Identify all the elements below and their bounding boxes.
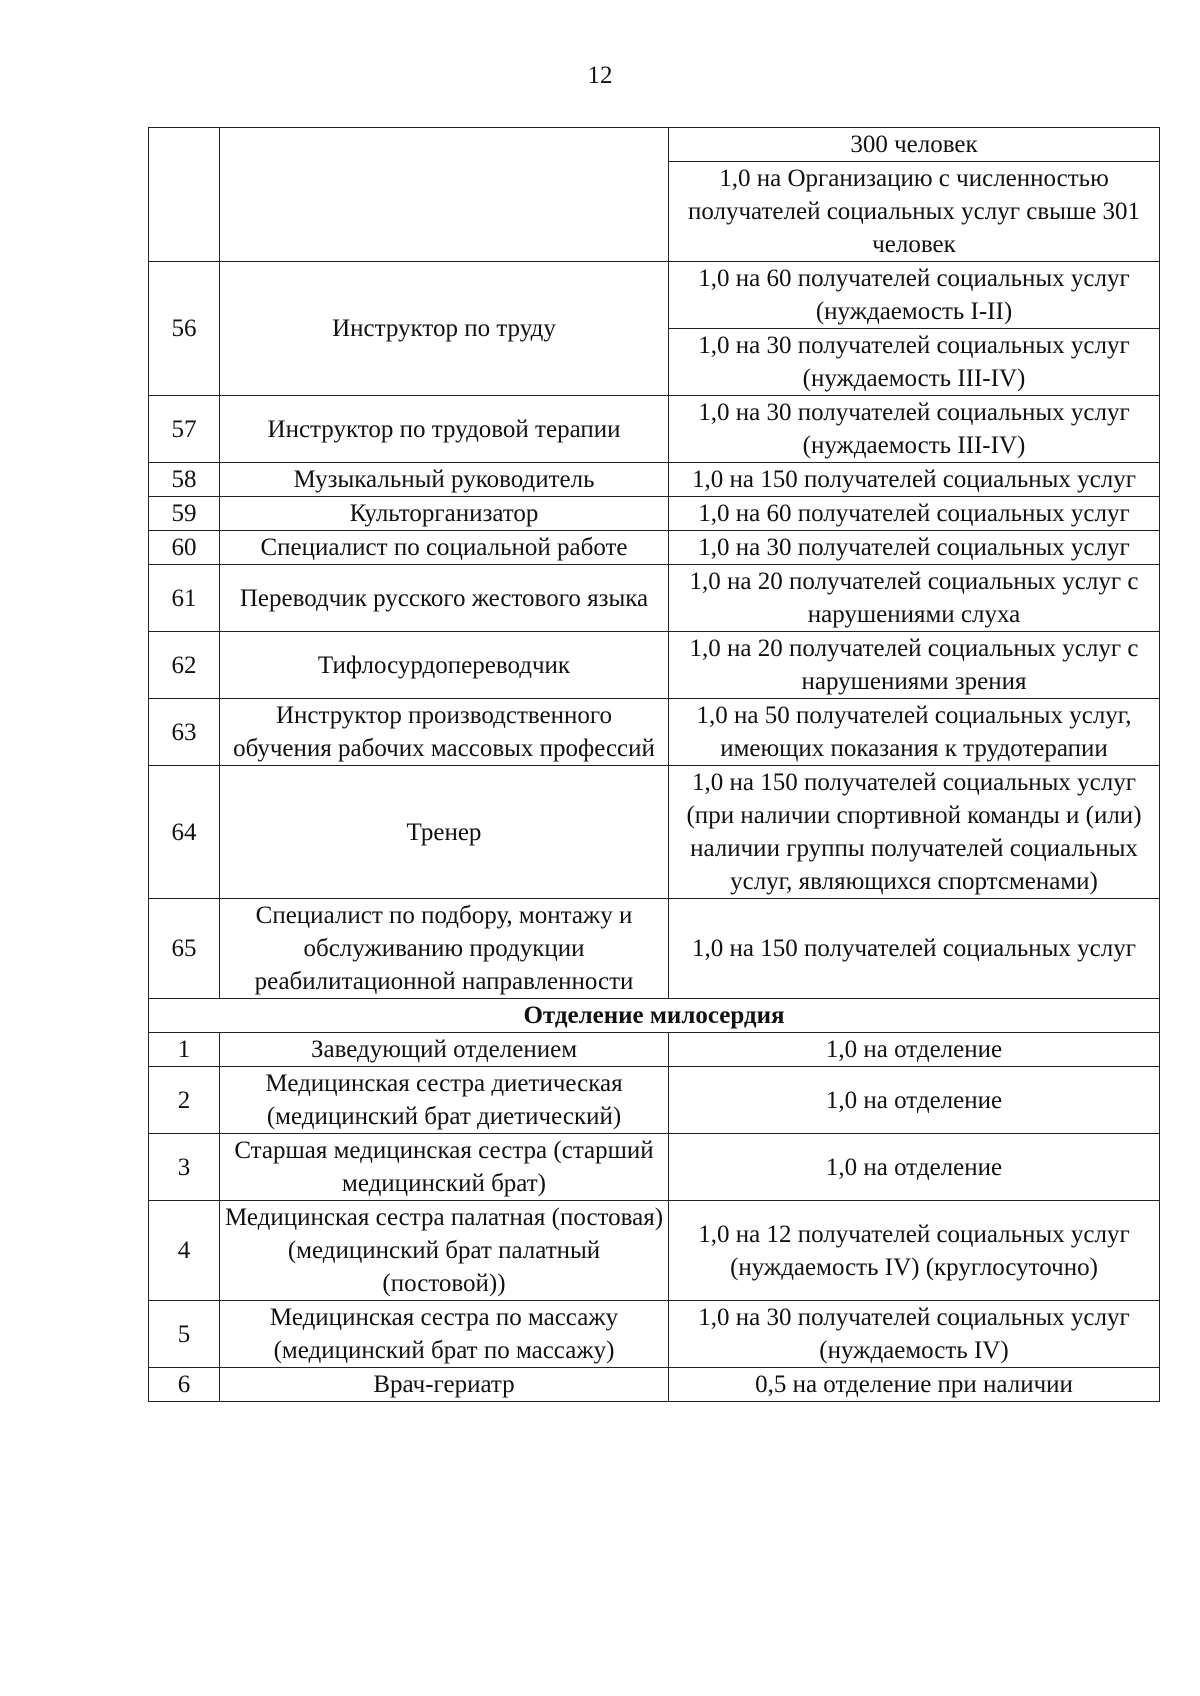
table-row <box>149 128 1160 162</box>
staffing-norm: 1,0 на 150 получателей социальных услуг <box>669 463 1160 497</box>
position-name: Заведующий отделением <box>220 1033 669 1067</box>
row-number <box>149 128 220 262</box>
staffing-norm: 1,0 на 30 получателей социальных услуг (нуждаемость IV) <box>669 1301 1160 1368</box>
position-name: Переводчик русского жестового языка <box>220 565 669 632</box>
staffing-norm: 1,0 на 60 получателей социальных услуг (нуждаемость I-II) <box>669 262 1160 329</box>
staffing-norm: 1,0 на 150 получателей социальных услуг (при наличии спортивной команды и (или) наличии группы получателей социальных услуг, являющихся спортсменами) <box>669 766 1160 899</box>
table-row <box>149 531 1160 565</box>
table-row <box>149 262 1160 329</box>
staffing-norm: 1,0 на 20 получателей социальных услуг с нарушениями слуха <box>669 565 1160 632</box>
position-name: Инструктор по труду <box>220 262 669 396</box>
section-heading: Отделение милосердия <box>149 999 1160 1033</box>
staffing-norm: 1,0 на отделение <box>669 1067 1160 1134</box>
position-name: Медицинская сестра диетическая (медицинский брат диетический) <box>220 1067 669 1134</box>
position-name: Культорганизатор <box>220 497 669 531</box>
row-number: 61 <box>149 565 220 632</box>
table-row <box>149 1301 1160 1368</box>
row-number: 3 <box>149 1134 220 1201</box>
table-row <box>149 1201 1160 1301</box>
staffing-norm: 1,0 на отделение <box>669 1033 1160 1067</box>
staffing-norm: 1,0 на 20 получателей социальных услуг с нарушениями зрения <box>669 632 1160 699</box>
staffing-norm: 1,0 на 30 получателей социальных услуг (нуждаемость III-IV) <box>669 396 1160 463</box>
table-row <box>149 497 1160 531</box>
position-name <box>220 128 669 262</box>
position-name: Тифлосурдопереводчик <box>220 632 669 699</box>
staffing-norm: 1,0 на 60 получателей социальных услуг <box>669 497 1160 531</box>
position-name: Врач-гериатр <box>220 1368 669 1402</box>
table-row <box>149 699 1160 766</box>
staffing-norm: 1,0 на Организацию с численностью получателей социальных услуг свыше 301 человек <box>669 162 1160 262</box>
row-number: 57 <box>149 396 220 463</box>
staffing-norm: 1,0 на 50 получателей социальных услуг, имеющих показания к трудотерапии <box>669 699 1160 766</box>
position-name: Старшая медицинская сестра (старший медицинский брат) <box>220 1134 669 1201</box>
position-name: Музыкальный руководитель <box>220 463 669 497</box>
position-name: Специалист по подбору, монтажу и обслуживанию продукции реабилитационной направленности <box>220 899 669 999</box>
table-row <box>149 1368 1160 1402</box>
position-name: Инструктор производственного обучения рабочих массовых профессий <box>220 699 669 766</box>
table-row <box>149 1033 1160 1067</box>
staffing-norm: 1,0 на 30 получателей социальных услуг <box>669 531 1160 565</box>
page-number: 12 <box>587 62 613 89</box>
row-number: 62 <box>149 632 220 699</box>
table-row <box>149 899 1160 999</box>
row-number: 65 <box>149 899 220 999</box>
table-row <box>149 565 1160 632</box>
row-number: 59 <box>149 497 220 531</box>
staffing-norm: 1,0 на отделение <box>669 1134 1160 1201</box>
row-number: 56 <box>149 262 220 396</box>
table-row <box>149 1134 1160 1201</box>
table-row <box>149 396 1160 463</box>
position-name: Специалист по социальной работе <box>220 531 669 565</box>
row-number: 60 <box>149 531 220 565</box>
position-name: Медицинская сестра палатная (постовая) (медицинский брат палатный (постовой)) <box>220 1201 669 1301</box>
position-name: Медицинская сестра по массажу (медицинский брат по массажу) <box>220 1301 669 1368</box>
position-name: Тренер <box>220 766 669 899</box>
row-number: 4 <box>149 1201 220 1301</box>
row-number: 5 <box>149 1301 220 1368</box>
position-name: Инструктор по трудовой терапии <box>220 396 669 463</box>
staffing-norm: 1,0 на 30 получателей социальных услуг (нуждаемость III-IV) <box>669 329 1160 396</box>
row-number: 58 <box>149 463 220 497</box>
table-row <box>149 1067 1160 1134</box>
staffing-norm: 0,5 на отделение при наличии <box>669 1368 1160 1402</box>
table-row <box>149 463 1160 497</box>
row-number: 6 <box>149 1368 220 1402</box>
table-row <box>149 632 1160 699</box>
row-number: 63 <box>149 699 220 766</box>
row-number: 64 <box>149 766 220 899</box>
staffing-norm: 1,0 на 12 получателей социальных услуг (нуждаемость IV) (круглосуточно) <box>669 1201 1160 1301</box>
row-number: 1 <box>149 1033 220 1067</box>
staffing-norm: 1,0 на 150 получателей социальных услуг <box>669 899 1160 999</box>
staff-table <box>148 127 1160 1402</box>
staffing-norm: 300 человек <box>669 128 1160 162</box>
row-number: 2 <box>149 1067 220 1134</box>
table-row <box>149 766 1160 899</box>
